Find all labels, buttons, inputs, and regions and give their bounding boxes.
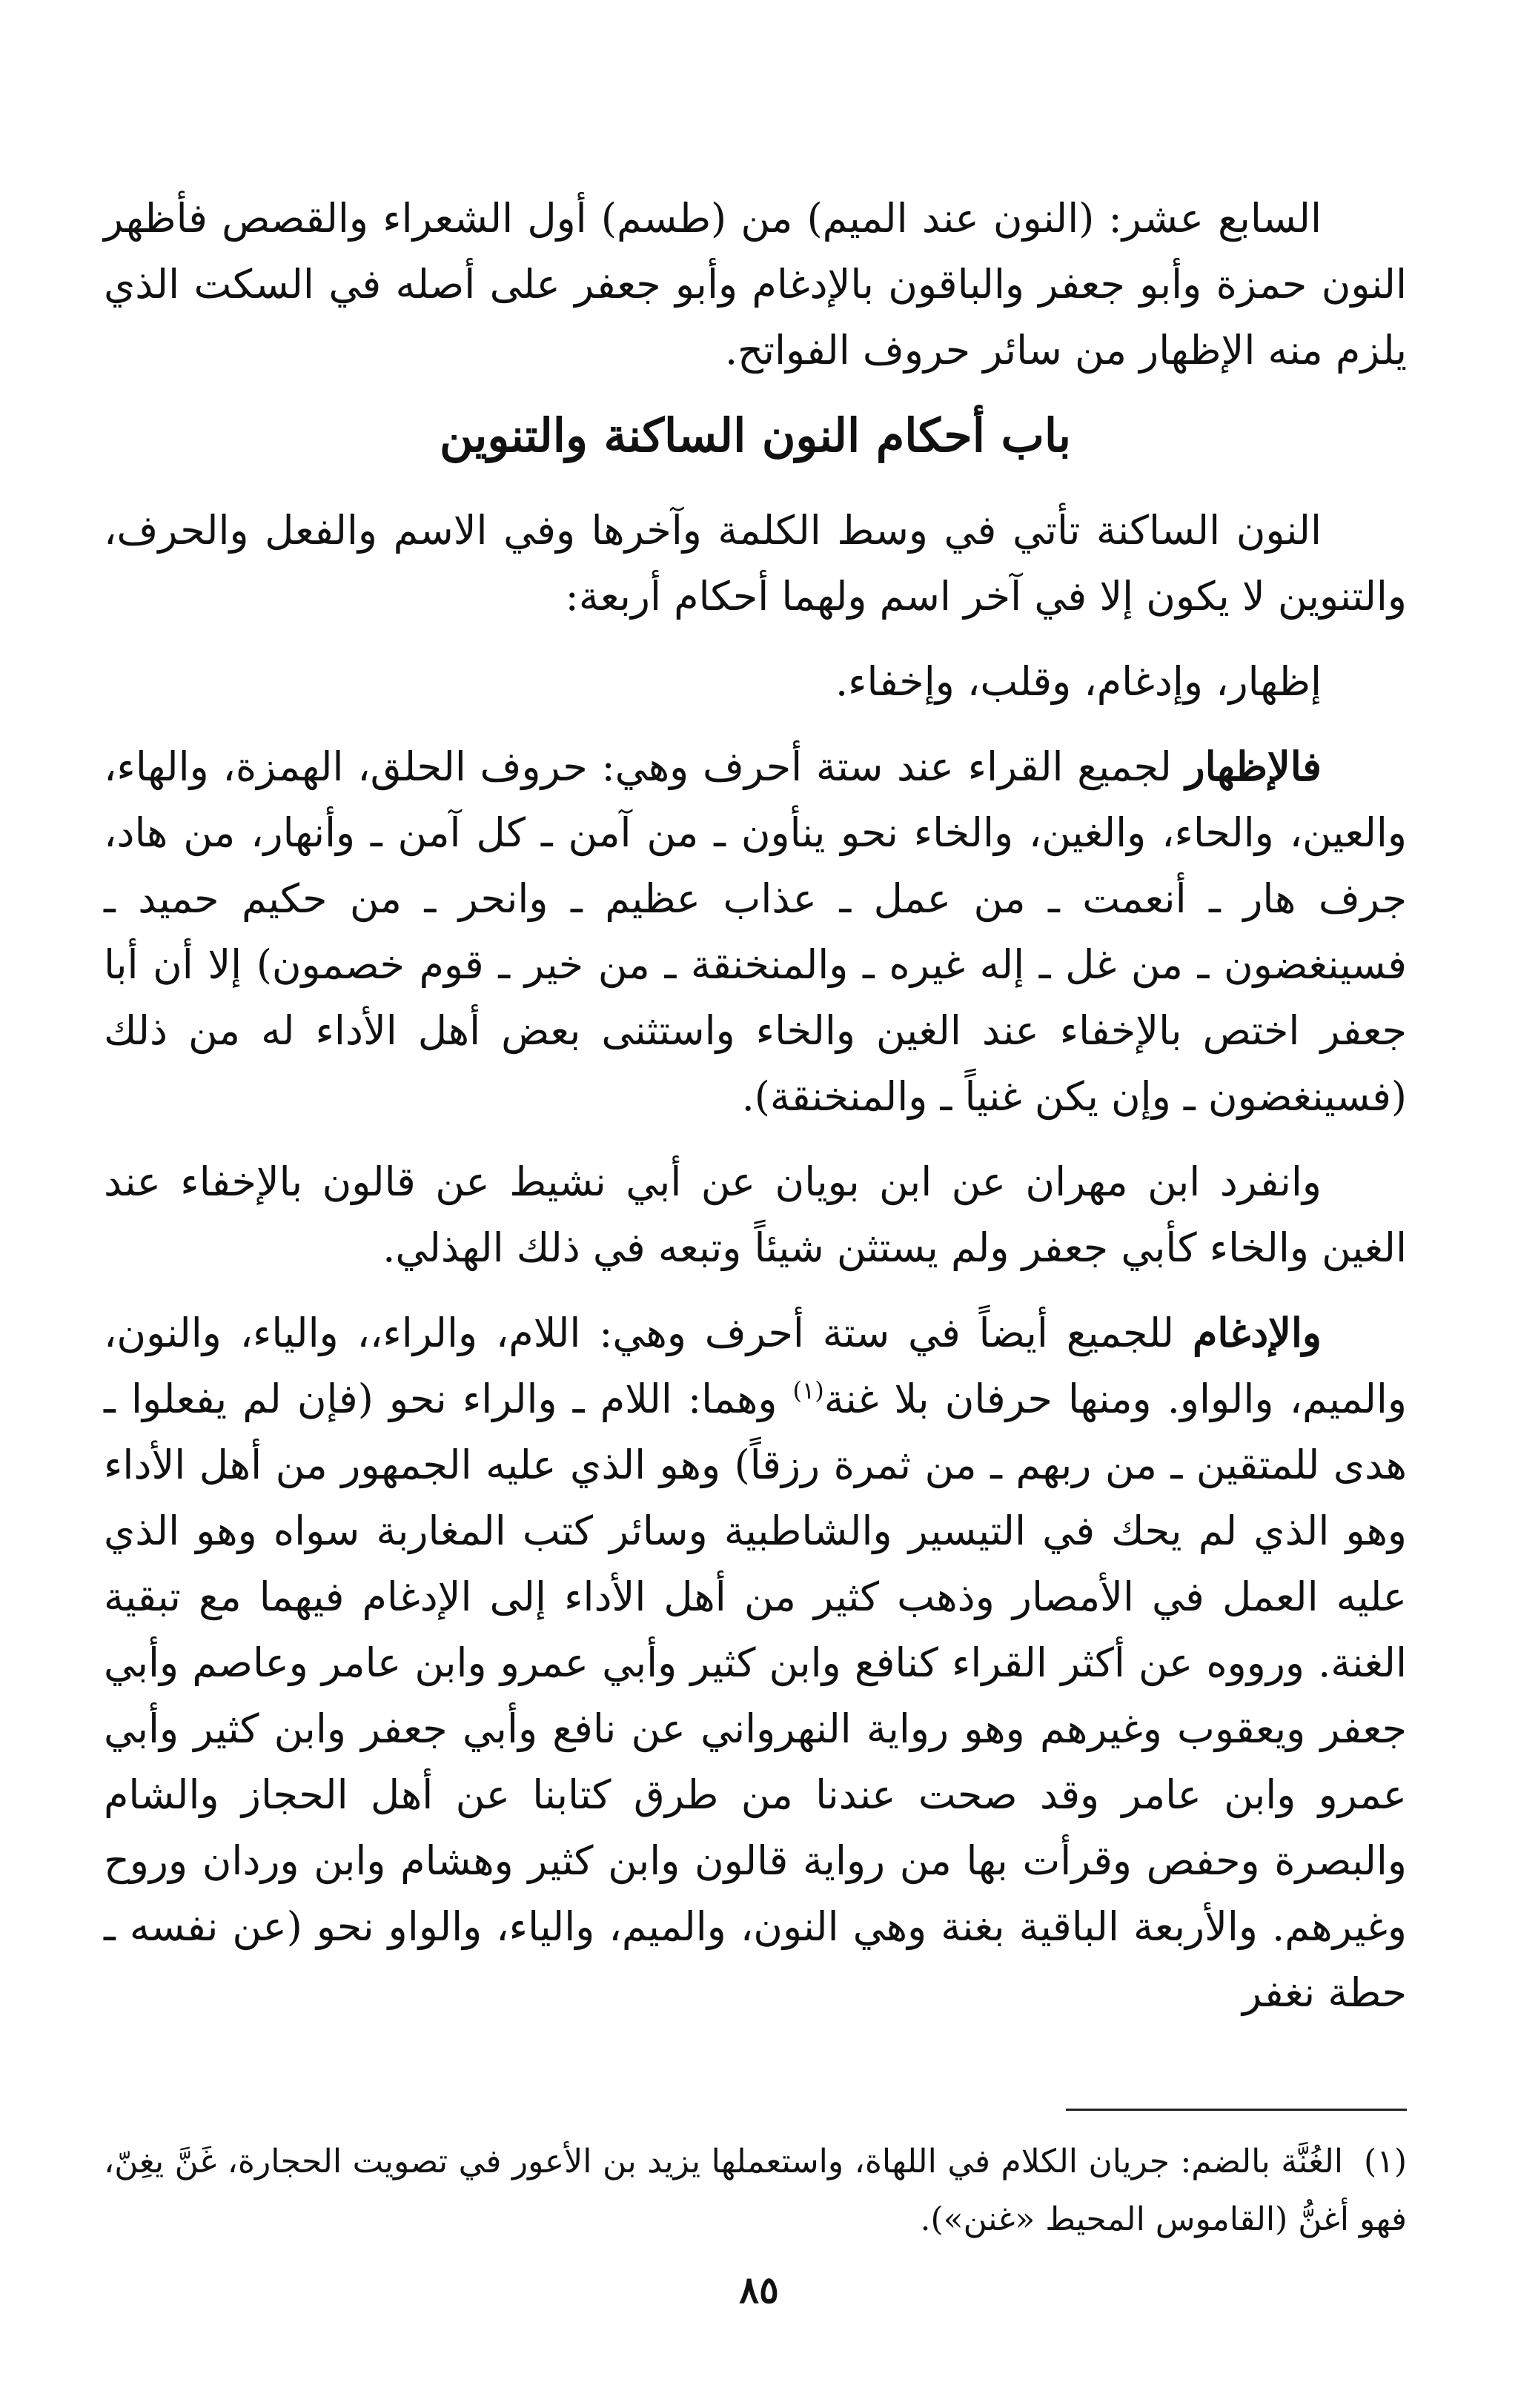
footnote-reference[interactable]: (١) bbox=[792, 1376, 824, 1404]
paragraph-idgham-text-b: وهما: اللام ـ والراء نحو (فإن لم يفعلوا ـ هدى للمتقين ـ من ربهم ـ من ثمرة رزقاً) وهو الذي عليه الجمهور من أهل الأداء وهو الذي لم يحك في التيسير والشاطبية وسائر كتب المغاربة سواه وهو الذي عليه العمل في الأمصار وذهب كثير من أهل الأداء إلى الإدغام فيهما مع تبقية الغنة. ورووه عن أكثر القراء كنافع وابن كثير وأبي عمرو وابن عامر وعاصم وأبي جعفر ويعقوب وغيرهم وهو رواية النهرواني عن نافع وأبي جعفر وابن كثير وأبي عمرو وابن عامر وقد صحت عندنا من طرق كتابنا عن أهل الحجاز والشام والبصرة وحفص وقرأت بها من رواية قالون وابن كثير وهشام وابن وردان وروح وغيرهم. والأربعة الباقية بغنة وهي النون، والميم، والياء، والواو نحو (عن نفسه ـ حطة نغفر bbox=[104, 1376, 1407, 2016]
paragraph-idgham-text-a: للجميع أيضاً في ستة أحرف وهي: اللام، والراء،، والياء، والنون، والميم، والواو. ومنها حرفان بلا غنة bbox=[104, 1310, 1407, 1422]
intro-text: السابع عشر: (النون عند الميم) من (طسم) أول الشعراء والقصص فأظهر النون حمزة وأبو جعفر والباقون بالإدغام وأبو جعفر على أصله في السكت الذي يلزم منه الإظهار من سائر حروف الفواتح. bbox=[104, 195, 1407, 374]
paragraph-ibn-mihran bbox=[104, 1149, 1407, 1281]
footnote-text: الغُنَّة بالضم: جريان الكلام في اللهاة، واستعملها يزيد بن الأعور في تصويت الحجارة، غَنَّ يغِنّ، فهو أغنُّ (القاموس المحيط «غنن»). bbox=[104, 2143, 1407, 2238]
idgham-term: والإدغام bbox=[1192, 1309, 1322, 1356]
paragraph-idgham bbox=[104, 1300, 1407, 2026]
footnote bbox=[104, 2133, 1407, 2249]
izhar-term: فالإظهار bbox=[1185, 743, 1322, 790]
paragraph-izhar-text: لجميع القراء عند ستة أحرف وهي: حروف الحلق، الهمزة، والهاء، والعين، والحاء، والغين، والخاء نحو ينأون ـ من آمن ـ كل آمن ـ وأنهار، من هاد، جرف هار ـ أنعمت ـ من عمل ـ عذاب عظيم ـ وانحر ـ من حكيم حميد ـ فسينغضون ـ من غل ـ إله غيره ـ والمنخنقة ـ من خير ـ قوم خصمون) إلا أن أبا جعفر اختص بالإخفاء عند الغين والخاء واستثنى بعض أهل الأداء له من ذلك (فسينغضون ـ وإن يكن غنياً ـ والمنخنقة). bbox=[104, 743, 1407, 1120]
chapter-heading: باب أحكام النون الساكنة والتنوين bbox=[439, 408, 1072, 462]
page-number: ٨٥ bbox=[739, 2268, 779, 2312]
paragraph-rules-list-text: إظهار، وإدغام، وقلب، وإخفاء. bbox=[835, 658, 1322, 705]
paragraph-definition bbox=[104, 497, 1407, 629]
paragraph-definition-text: النون الساكنة تأتي في وسط الكلمة وآخرها وفي الاسم والفعل والحرف، والتنوين لا يكون إلا في آخر اسم ولهما أحكام أربعة: bbox=[104, 507, 1407, 620]
footnote-number: (١) bbox=[1364, 2143, 1407, 2180]
paragraph-izhar bbox=[104, 734, 1407, 1130]
paragraph-ibn-mihran-text: وانفرد ابن مهران عن ابن بويان عن أبي نشيط عن قالون بالإخفاء عند الغين والخاء كأبي جعفر ولم يستثن شيئاً وتبعه في ذلك الهذلي. bbox=[104, 1158, 1407, 1271]
footnote-divider bbox=[1066, 2109, 1407, 2111]
intro-paragraph bbox=[104, 185, 1407, 383]
paragraph-rules-list bbox=[104, 649, 1407, 714]
